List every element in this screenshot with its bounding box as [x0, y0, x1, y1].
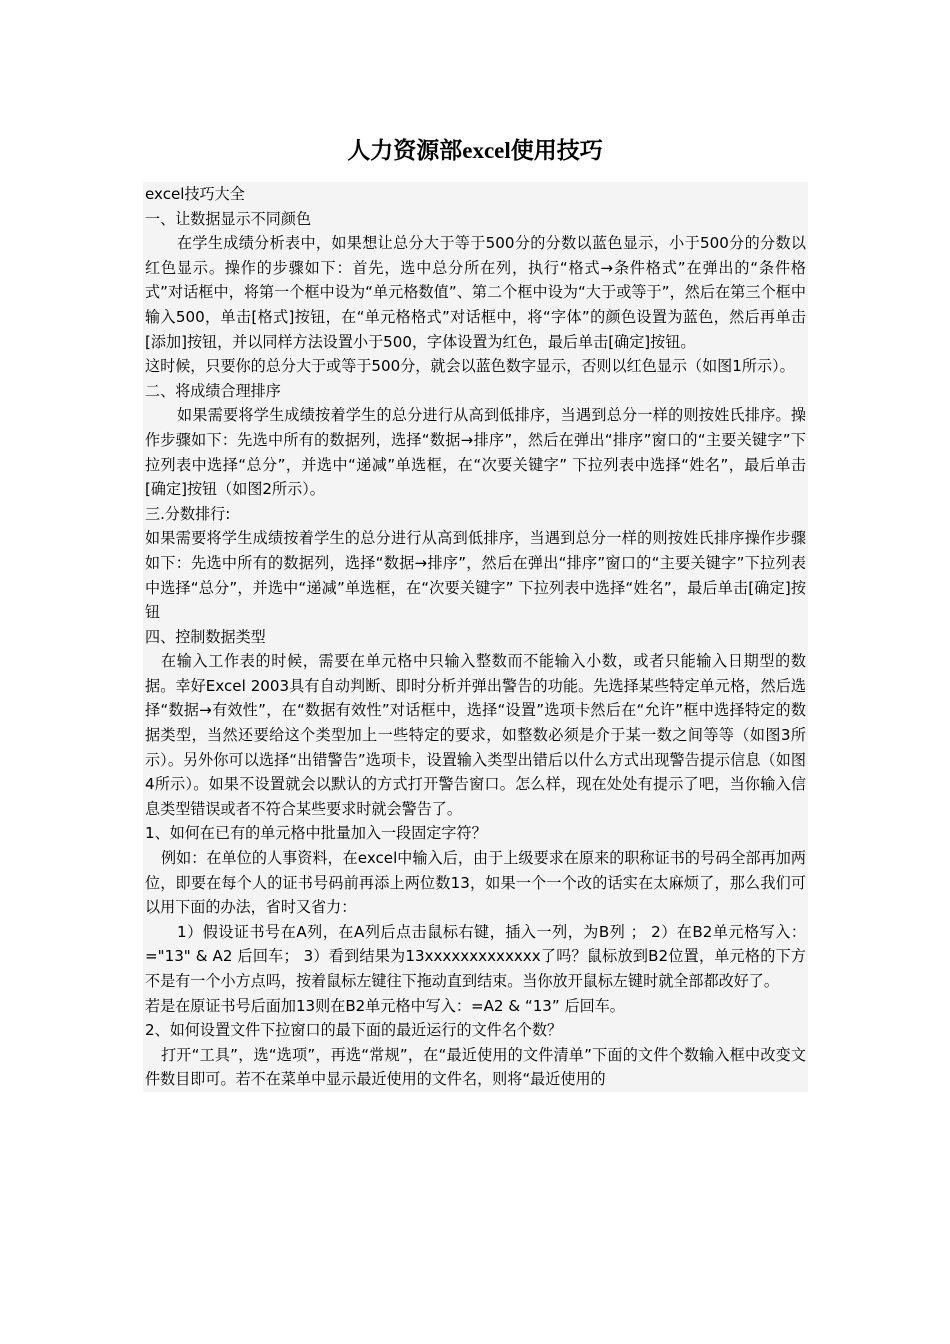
- paragraph: 例如：在单位的人事资料，在excel中输入后，由于上级要求在原来的职称证书的号码全部再加两位，即要在每个人的证书号码前再添上两位数13，如果一个一个改的话实在太麻烦了，那么我们可以用下面的办法，省时又省力：: [145, 849, 806, 917]
- paragraph: 在学生成绩分析表中，如果想让总分大于等于500分的分数以蓝色显示，小于500分的分数以红色显示。操作的步骤如下：首先，选中总分所在列，执行“格式→条件格式”在弹出的“条件格式”对话框中，将第一个框中设为“单元格数值”、第二个框中设为“大于或等于”，然后在第三个框中输入500，单击[格式]按钮，在“单元格格式”对话框中，将“字体”的颜色设置为蓝色，然后再单击[添加]按钮，并以同样方法设置小于500，字体设置为红色，最后单击[确定]按钮。: [145, 234, 806, 351]
- paragraph: 1、如何在已有的单元格中批量加入一段固定字符？: [145, 824, 487, 843]
- paragraph: 2、如何设置文件下拉窗口的最下面的最近运行的文件名个数？: [145, 1021, 563, 1040]
- paragraph: 打开“工具”，选“选项”，再选“常规”，在“最近使用的文件清单”下面的文件个数输入框中改变文件数目即可。若不在菜单中显示最近使用的文件名，则将“最近使用的: [145, 1045, 806, 1089]
- paragraph: excel技巧大全: [145, 185, 245, 203]
- paragraph: 这时候，只要你的总分大于或等于500分，就会以蓝色数字显示，否则以红色显示（如图1所示）。: [145, 357, 795, 376]
- paragraph: 四、控制数据类型: [145, 627, 266, 646]
- paragraph: 如果需要将学生成绩按着学生的总分进行从高到低排序，当遇到总分一样的则按姓氏排序。操作步骤如下：先选中所有的数据列，选择“数据→排序”，然后在弹出“排序”窗口的“主要关键字”下拉列表中选择“总分”，并选中“递减”单选框，在“次要关键字” 下拉列表中选择“姓名”，最后单击[确定]按钮（如图2所示）。: [145, 406, 806, 499]
- paragraph: 二、将成绩合理排序: [145, 381, 281, 400]
- paragraph: 若是在原证书号后面加13则在B2单元格中写入：=A2 & “13” 后回车。: [145, 996, 625, 1015]
- paragraph: 如果需要将学生成绩按着学生的总分进行从高到低排序，当遇到总分一样的则按姓氏排序操作步骤如下：先选中所有的数据列，选择“数据→排序”，然后在弹出“排序”窗口的“主要关键字”下拉列表中选择“总分”，并选中“递减”单选框，在“次要关键字” 下拉列表中选择“姓名”，最后单击[确定]按钮: [145, 529, 806, 622]
- paragraph: 1）假设证书号在A列，在A列后点击鼠标右键，插入一列，为B列 ； 2）在B2单元格写入： ="13" & A2 后回车； 3）看到结果为13xxxxxxxxxxxxx了吗？鼠标放到B2位置，单元格的下方不是有一个小方点吗，按着鼠标左键往下拖动直到结束。当你放开鼠标左键时就全部都改好了。: [145, 922, 806, 990]
- page-title: 人力资源部excel使用技巧: [347, 138, 603, 163]
- paragraph: 三.分数排行:: [145, 504, 231, 523]
- paragraph: 在输入工作表的时候，需要在单元格中只输入整数而不能输入小数，或者只能输入日期型的数据。幸好Excel 2003具有自动判断、即时分析并弹出警告的功能。先选择某些特定单元格，然后选择“数据→有效性”，在“数据有效性”对话框中，选择“设置”选项卡然后在“允许”框中选择特定的数据类型，当然还要给这个类型加上一些特定的要求，如整数必须是介于某一数之间等等（如图3所示）。另外你可以选择“出错警告”选项卡，设置输入类型出错后以什么方式出现警告提示信息（如图4所示）。如果不设置就会以默认的方式打开警告窗口。怎么样，现在处处有提示了吧，当你输入信息类型错误或者不符合某些要求时就会警告了。: [145, 652, 806, 818]
- paragraph: 一、让数据显示不同颜色: [145, 209, 312, 228]
- document-body: [143, 182, 808, 1092]
